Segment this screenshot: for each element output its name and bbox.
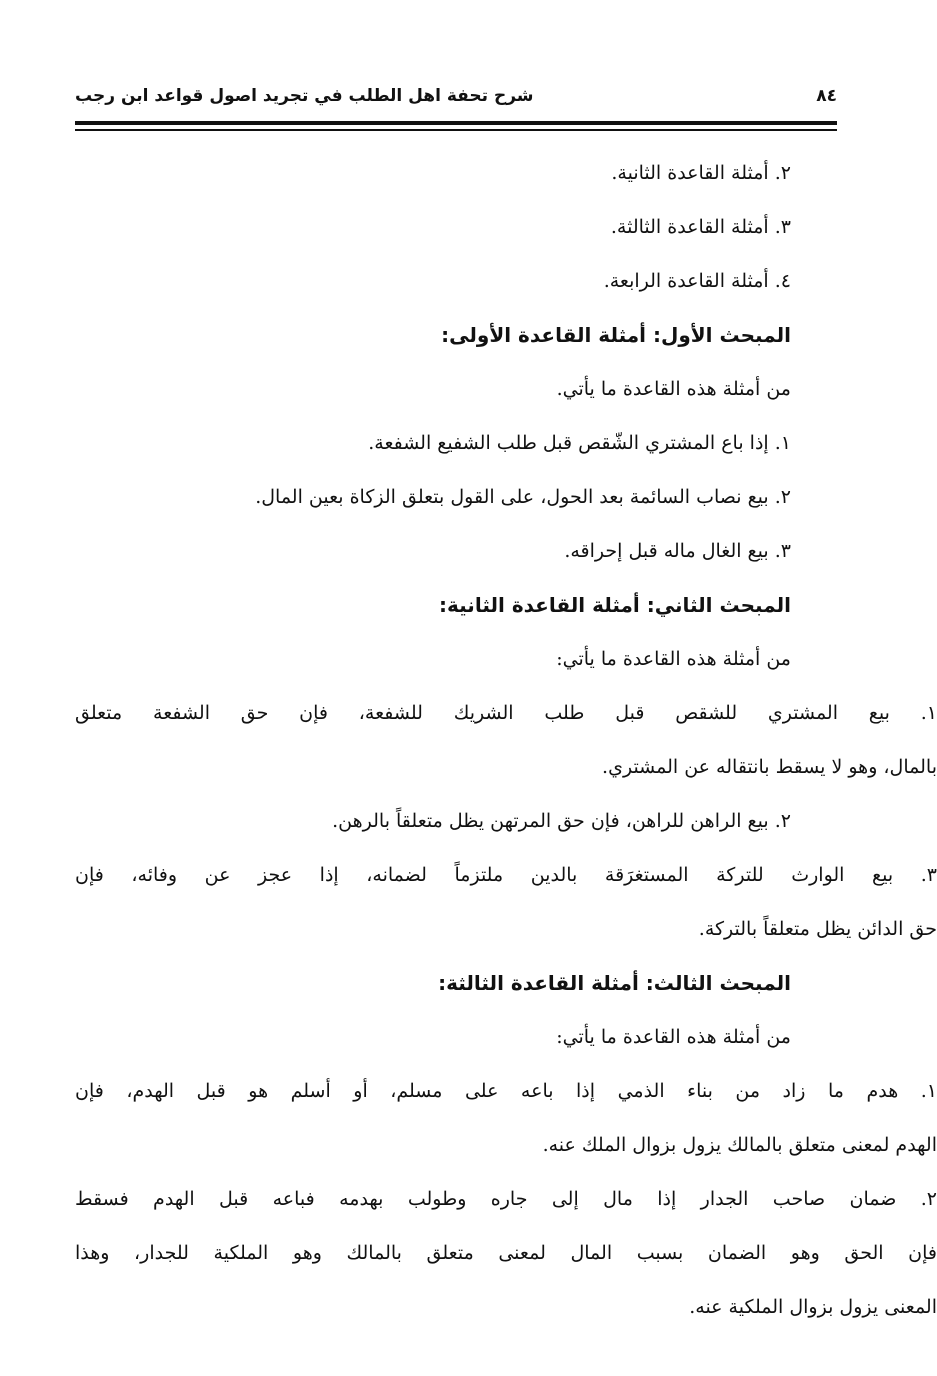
header-title: شرح تحفة اهل الطلب في تجريد اصول قواعد ابن رجب — [75, 86, 534, 106]
page-body — [75, 146, 937, 1334]
page-number: ٨٤ — [816, 86, 837, 106]
list-item: ٢. أمثلة القاعدة الثانية. — [611, 162, 791, 184]
paragraph-line: فإن الحق وهو الضمان بسبب المال لمعنى متعلق بالمالك وهو الملكية للجدار، وهذا — [75, 1242, 937, 1264]
section-heading: المبحث الأول: أمثلة القاعدة الأولى: — [441, 323, 791, 347]
section-heading: المبحث الثالث: أمثلة القاعدة الثالثة: — [438, 971, 791, 995]
header-rule-thin — [75, 129, 837, 131]
paragraph-line: بالمال، وهو لا يسقط بانتقاله عن المشتري. — [602, 756, 937, 778]
section-intro: من أمثلة هذه القاعدة ما يأتي: — [556, 1026, 791, 1048]
list-item: ٣. بيع الغال ماله قبل إحراقه. — [564, 540, 791, 562]
running-header — [75, 86, 837, 120]
paragraph-line: ٢. ضمان صاحب الجدار إذا مال إلى جاره وطولب بهدمه فباعه قبل الهدم فسقط — [75, 1188, 937, 1210]
paragraph-line: ٣. بيع الوارث للتركة المستغرَقة بالدين ملتزماً لضمانه، إذا عجز عن وفائه، فإن — [75, 864, 937, 886]
section-heading: المبحث الثاني: أمثلة القاعدة الثانية: — [439, 593, 791, 617]
paragraph-line: ١. هدم ما زاد من بناء الذمي إذا باعه على مسلم، أو أسلم هو قبل الهدم، فإن — [75, 1080, 937, 1102]
list-item: ١. إذا باع المشتري الشّقص قبل طلب الشفيع الشفعة. — [368, 432, 791, 454]
section-intro: من أمثلة هذه القاعدة ما يأتي. — [556, 378, 791, 400]
paragraph-line: الهدم لمعنى متعلق بالمالك يزول بزوال الملك عنه. — [542, 1134, 937, 1156]
section-intro: من أمثلة هذه القاعدة ما يأتي: — [556, 648, 791, 670]
paragraph-line: حق الدائن يظل متعلقاً بالتركة. — [698, 918, 937, 940]
list-item: ٢. بيع الراهن للراهن، فإن حق المرتهن يظل متعلقاً بالرهن. — [332, 810, 791, 832]
list-item: ٤. أمثلة القاعدة الرابعة. — [603, 270, 791, 292]
list-item: ٣. أمثلة القاعدة الثالثة. — [610, 216, 791, 238]
list-item: ٢. بيع نصاب السائمة بعد الحول، على القول بتعلق الزكاة بعين المال. — [255, 486, 791, 508]
paragraph-line: ١. بيع المشتري للشقص قبل طلب الشريك للشفعة، فإن حق الشفعة متعلق — [75, 702, 937, 724]
header-rule-thick — [75, 121, 837, 125]
paragraph-line: المعنى يزول بزوال الملكية عنه. — [689, 1296, 937, 1318]
